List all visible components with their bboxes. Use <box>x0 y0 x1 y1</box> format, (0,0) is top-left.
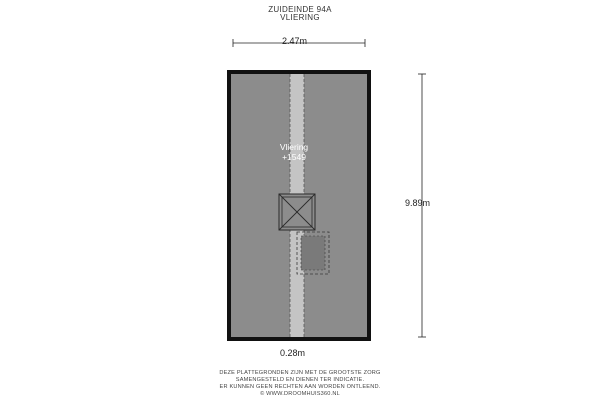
disclaimer-line: ER KUNNEN GEEN RECHTEN AAN WORDEN ONTLEEND. <box>219 384 381 390</box>
room-height-label: +1549 <box>282 152 306 162</box>
floor-title: VLIERING <box>280 13 320 22</box>
stair-opening <box>297 232 329 274</box>
bottom-dimension-label: 0.28m <box>280 348 306 358</box>
website-credit: © WWW.DROOMHUIS360.NL <box>260 391 340 397</box>
height-dimension-label: 9.89m <box>405 198 431 208</box>
disclaimer-line: SAMENGESTELD EN DIENEN TER INDICATIE. <box>235 377 365 383</box>
disclaimer-line: DEZE PLATTEGRONDEN ZIJN MET DE GROOTSTE ZORG <box>219 370 381 376</box>
hatch-opening <box>279 194 315 230</box>
address-title: ZUIDEINDE 94A <box>268 5 332 14</box>
width-dimension-label: 2.47m <box>282 36 308 46</box>
room-name-label: Vliering <box>279 142 309 152</box>
